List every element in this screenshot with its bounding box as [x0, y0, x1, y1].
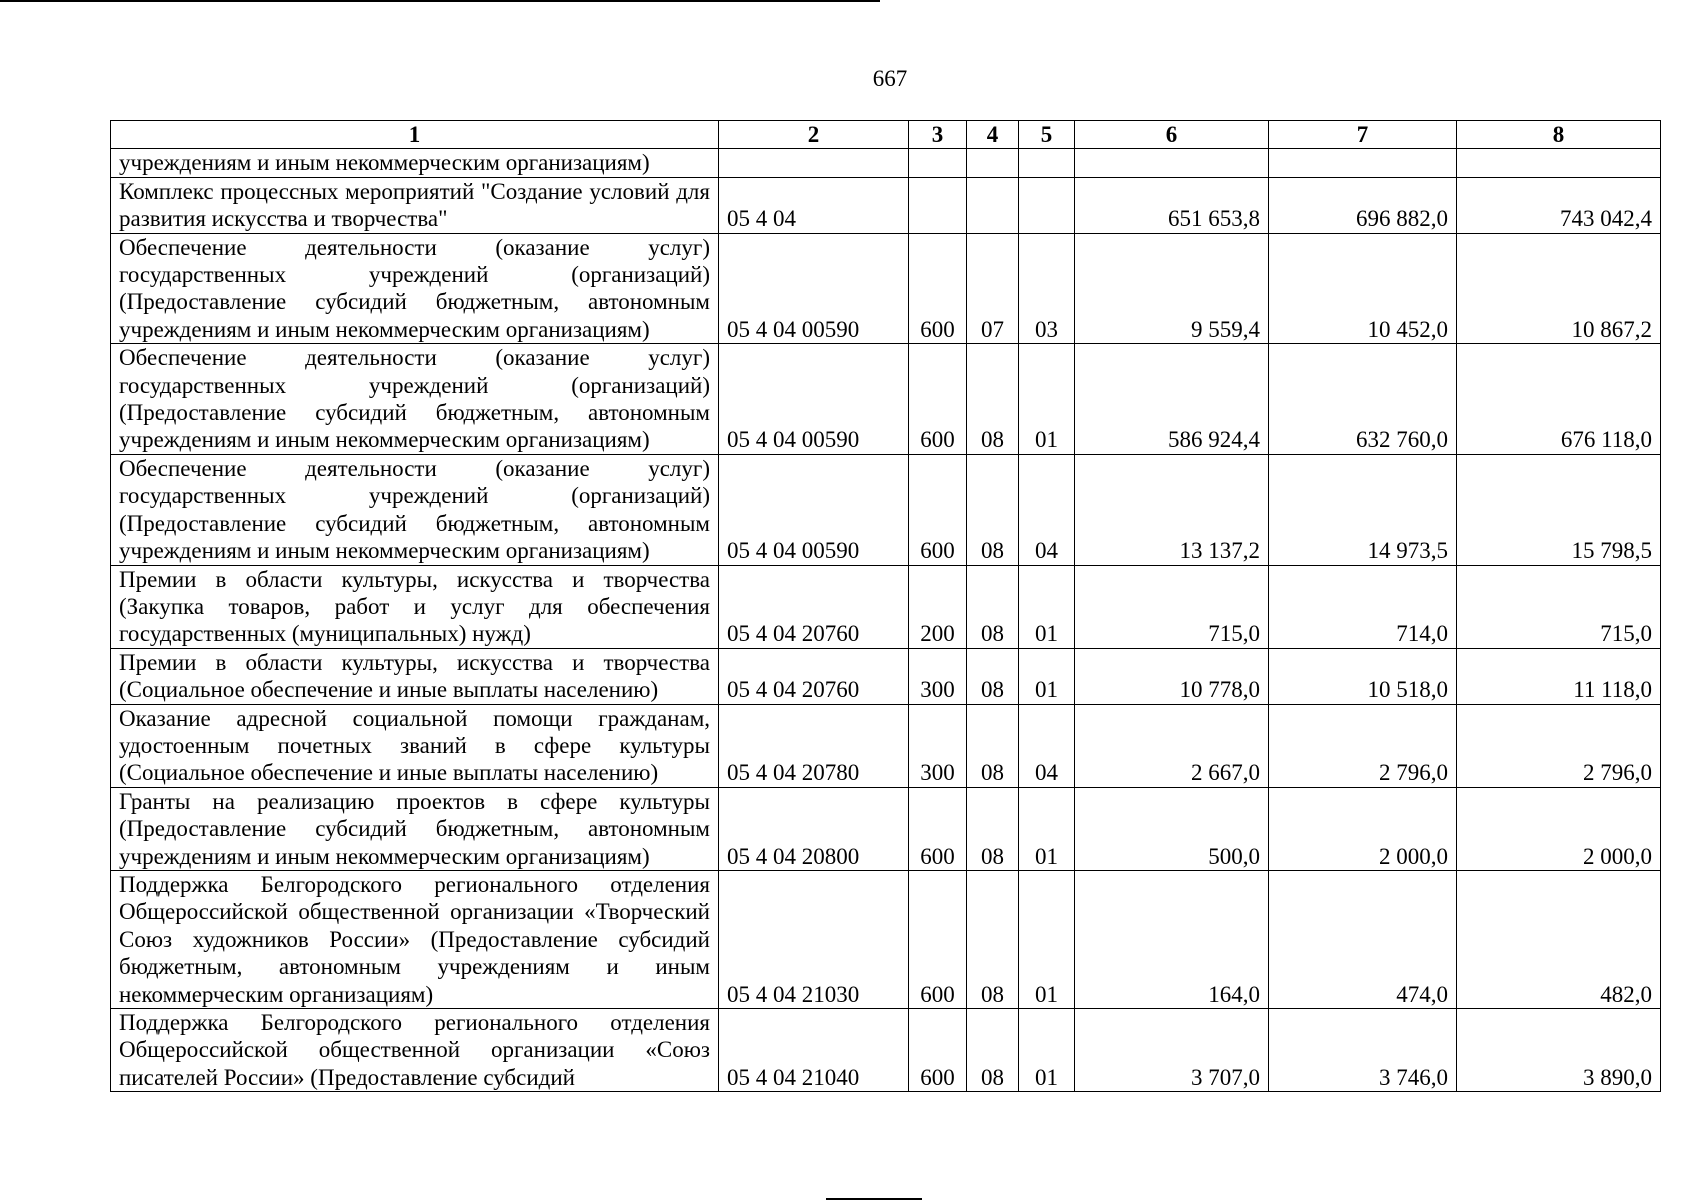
row-expense-type: [909, 177, 967, 233]
column-header: 8: [1457, 121, 1661, 149]
row-name-cell: [111, 787, 719, 870]
row-value-col8: 2 796,0: [1457, 704, 1661, 787]
row-subsection: [1019, 177, 1075, 233]
row-expense-type: 200: [909, 565, 967, 648]
row-value-col6: 13 137,2: [1075, 454, 1269, 565]
row-value-col8: 482,0: [1457, 870, 1661, 1008]
row-name: Комплекс процессных мероприятий "Создание условий для развития искусства и творчества": [119, 178, 710, 232]
row-expense-type: 600: [909, 454, 967, 565]
row-value-col7: 2 000,0: [1269, 787, 1457, 870]
row-value-col7: 2 796,0: [1269, 704, 1457, 787]
row-value-col7: 3 746,0: [1269, 1009, 1457, 1092]
column-header: 7: [1269, 121, 1457, 149]
table-row: [111, 233, 1661, 344]
row-value-col8: 10 867,2: [1457, 233, 1661, 344]
row-subsection: 01: [1019, 1009, 1075, 1092]
column-header: 5: [1019, 121, 1075, 149]
row-name: учреждениям и иным некоммерческим организациям): [119, 150, 650, 176]
table-row: [111, 177, 1661, 233]
budget-table: [110, 120, 1661, 1092]
row-name-cell: [111, 149, 719, 177]
row-subsection: [1019, 149, 1075, 177]
row-name: Премии в области культуры, искусства и творчества (Закупка товаров, работ и услуг для обеспечения государственных (муниципальных) нужд): [119, 566, 710, 647]
row-value-col8: 3 890,0: [1457, 1009, 1661, 1092]
column-header: 3: [909, 121, 967, 149]
row-subsection: 01: [1019, 344, 1075, 455]
row-name: Обеспечение деятельности (оказание услуг) государственных учреждений (организаций) (Предоставление субсидий бюджетным, автономным учреждениям и иным некоммерческим организациям): [119, 234, 710, 342]
row-value-col7: 474,0: [1269, 870, 1457, 1008]
row-value-col6: 164,0: [1075, 870, 1269, 1008]
table-row: [111, 1009, 1661, 1092]
row-code: 05 4 04 21030: [719, 870, 909, 1008]
row-value-col7: 10 518,0: [1269, 648, 1457, 704]
row-section: [967, 149, 1019, 177]
row-section: 08: [967, 344, 1019, 455]
column-header: 6: [1075, 121, 1269, 149]
table-row: [111, 870, 1661, 1008]
row-value-col7: 10 452,0: [1269, 233, 1457, 344]
table-row: [111, 648, 1661, 704]
row-value-col6: 9 559,4: [1075, 233, 1269, 344]
row-section: 08: [967, 648, 1019, 704]
row-value-col8: 715,0: [1457, 565, 1661, 648]
row-name: Оказание адресной социальной помощи гражданам, удостоенным почетных званий в сфере культуры (Социальное обеспечение и иные выплаты населению): [119, 705, 710, 786]
row-name: Премии в области культуры, искусства и творчества (Социальное обеспечение и иные выплаты населению): [119, 649, 710, 703]
row-code: 05 4 04 00590: [719, 454, 909, 565]
row-code: 05 4 04 21040: [719, 1009, 909, 1092]
row-section: 08: [967, 454, 1019, 565]
table-row: [111, 704, 1661, 787]
row-name-cell: [111, 233, 719, 344]
column-header: 2: [719, 121, 909, 149]
row-section: 08: [967, 870, 1019, 1008]
row-name: Обеспечение деятельности (оказание услуг) государственных учреждений (организаций) (Предоставление субсидий бюджетным, автономным учреждениям и иным некоммерческим организациям): [119, 455, 710, 564]
row-name-cell: [111, 565, 719, 648]
table-row: [111, 787, 1661, 870]
table-row: [111, 344, 1661, 455]
column-header: 4: [967, 121, 1019, 149]
row-code: 05 4 04 00590: [719, 233, 909, 344]
row-name-cell: [111, 648, 719, 704]
row-value-col6: 651 653,8: [1075, 177, 1269, 233]
row-name-cell: [111, 704, 719, 787]
table-header-row: [111, 121, 1661, 149]
page-number: 667: [872, 66, 908, 91]
row-name-cell: [111, 454, 719, 565]
row-subsection: 04: [1019, 454, 1075, 565]
row-expense-type: 300: [909, 648, 967, 704]
row-expense-type: 600: [909, 870, 967, 1008]
row-name-cell: [111, 344, 719, 455]
top-rule: [0, 0, 880, 2]
row-value-col7: [1269, 149, 1457, 177]
row-value-col6: 10 778,0: [1075, 648, 1269, 704]
row-section: 07: [967, 233, 1019, 344]
row-value-col7: 714,0: [1269, 565, 1457, 648]
row-value-col8: 743 042,4: [1457, 177, 1661, 233]
row-subsection: 03: [1019, 233, 1075, 344]
row-value-col8: 2 000,0: [1457, 787, 1661, 870]
row-code: 05 4 04 00590: [719, 344, 909, 455]
row-code: 05 4 04 20800: [719, 787, 909, 870]
table-body: [111, 149, 1661, 1092]
row-value-col8: [1457, 149, 1661, 177]
column-header: 1: [111, 121, 719, 149]
row-value-col6: 586 924,4: [1075, 344, 1269, 455]
row-value-col6: 715,0: [1075, 565, 1269, 648]
row-subsection: 04: [1019, 704, 1075, 787]
row-expense-type: 600: [909, 344, 967, 455]
row-code: 05 4 04 20760: [719, 648, 909, 704]
row-subsection: 01: [1019, 870, 1075, 1008]
row-value-col7: 14 973,5: [1269, 454, 1457, 565]
row-subsection: 01: [1019, 787, 1075, 870]
row-value-col7: 632 760,0: [1269, 344, 1457, 455]
row-code: 05 4 04 20780: [719, 704, 909, 787]
row-name-cell: [111, 1009, 719, 1092]
table-row: [111, 454, 1661, 565]
row-section: 08: [967, 704, 1019, 787]
row-value-col6: 2 667,0: [1075, 704, 1269, 787]
row-expense-type: 600: [909, 233, 967, 344]
row-subsection: 01: [1019, 648, 1075, 704]
row-code: [719, 149, 909, 177]
row-name-cell: [111, 870, 719, 1008]
row-expense-type: 600: [909, 1009, 967, 1092]
row-expense-type: 600: [909, 787, 967, 870]
row-name: Обеспечение деятельности (оказание услуг) государственных учреждений (организаций) (Предоставление субсидий бюджетным, автономным учреждениям и иным некоммерческим организациям): [119, 345, 710, 453]
row-expense-type: [909, 149, 967, 177]
row-value-col7: 696 882,0: [1269, 177, 1457, 233]
row-name: Гранты на реализацию проектов в сфере культуры (Предоставление субсидий бюджетным, автономным учреждениям и иным некоммерческим организациям): [119, 788, 710, 869]
row-section: 08: [967, 1009, 1019, 1092]
row-code: 05 4 04 20760: [719, 565, 909, 648]
row-code: 05 4 04: [719, 177, 909, 233]
row-name: Поддержка Белгородского регионального отделения Общероссийской общественной организации «Союз писателей России» (Предоставление субсидий: [119, 1010, 710, 1090]
row-value-col6: [1075, 149, 1269, 177]
row-subsection: 01: [1019, 565, 1075, 648]
table-row: [111, 565, 1661, 648]
row-section: 08: [967, 787, 1019, 870]
row-value-col8: 676 118,0: [1457, 344, 1661, 455]
row-value-col8: 11 118,0: [1457, 648, 1661, 704]
row-value-col6: 3 707,0: [1075, 1009, 1269, 1092]
row-name: Поддержка Белгородского регионального отделения Общероссийской общественной организации «Творческий Союз художников России» (Предоставление субсидий бюджетным, автономным учреждениям и иным некоммерческим организациям): [119, 871, 710, 1007]
table-row: [111, 149, 1661, 177]
row-value-col8: 15 798,5: [1457, 454, 1661, 565]
row-value-col6: 500,0: [1075, 787, 1269, 870]
row-section: [967, 177, 1019, 233]
row-section: 08: [967, 565, 1019, 648]
row-expense-type: 300: [909, 704, 967, 787]
row-name-cell: [111, 177, 719, 233]
